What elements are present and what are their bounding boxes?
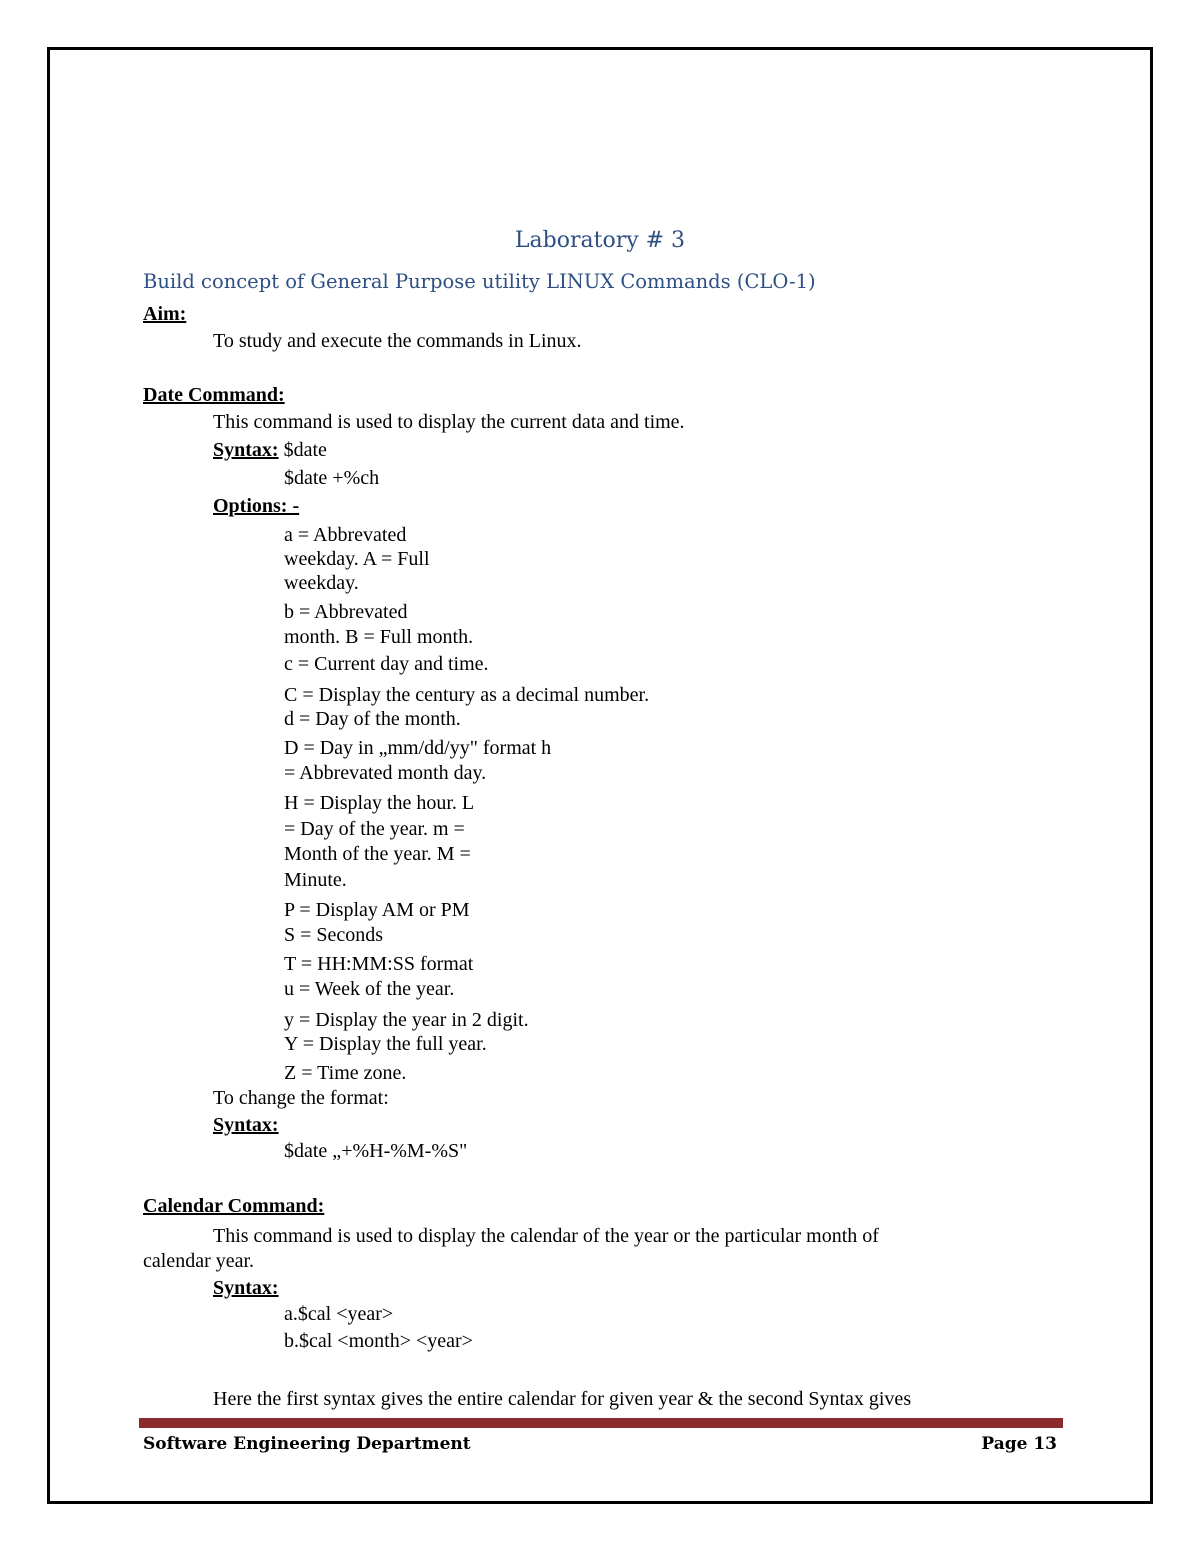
option-line: P = Display AM or PM: [284, 899, 470, 921]
change-format-text: To change the format:: [213, 1087, 389, 1109]
calendar-command-heading: Calendar Command:: [143, 1195, 325, 1217]
option-line: a = Abbrevated: [284, 524, 407, 546]
option-line: T = HH:MM:SS format: [284, 953, 474, 975]
option-line: Month of the year. M =: [284, 843, 471, 865]
option-line: = Abbrevated month day.: [284, 762, 487, 784]
option-line: y = Display the year in 2 digit.: [284, 1009, 529, 1031]
date-syntax-label: Syntax:: [213, 439, 279, 461]
option-line: d = Day of the month.: [284, 708, 461, 730]
option-line: D = Day in „mm/dd/yy" format h: [284, 737, 552, 759]
option-line: Y = Display the full year.: [284, 1033, 487, 1055]
option-line: u = Week of the year.: [284, 978, 455, 1000]
date-syntax-format: $date +%ch: [284, 467, 380, 489]
date-command-description: This command is used to display the current data and time.: [213, 411, 685, 433]
date-options-label: Options: -: [213, 495, 300, 517]
aim-text: To study and execute the commands in Linux.: [213, 330, 582, 352]
date-syntax2-value: $date „+%H-%M-%S": [284, 1140, 468, 1162]
calendar-description-line2: calendar year.: [143, 1250, 255, 1272]
option-line: = Day of the year. m =: [284, 818, 465, 840]
footer-bar: [139, 1418, 1063, 1428]
footer-department: Software Engineering Department: [143, 1434, 471, 1454]
calendar-syntax-b: b.$cal <month> <year>: [284, 1330, 473, 1352]
option-line: month. B = Full month.: [284, 626, 474, 648]
option-line: Minute.: [284, 869, 347, 891]
option-line: C = Display the century as a decimal number.: [284, 684, 650, 706]
option-line: weekday. A = Full: [284, 548, 430, 570]
option-line: H = Display the hour. L: [284, 792, 475, 814]
option-line: b = Abbrevated: [284, 601, 408, 623]
date-syntax-value: $date: [278, 439, 327, 461]
calendar-description-line1: This command is used to display the calendar of the year or the particular month of: [213, 1225, 879, 1247]
option-line: S = Seconds: [284, 924, 384, 946]
calendar-syntax-a: a.$cal <year>: [284, 1303, 394, 1325]
footer-page-number: Page 13: [981, 1434, 1057, 1454]
calendar-syntax-label: Syntax:: [213, 1277, 279, 1299]
aim-heading: Aim:: [143, 303, 187, 325]
calendar-note: Here the first syntax gives the entire calendar for given year & the second Syntax gives: [213, 1388, 912, 1410]
date-syntax2-label: Syntax:: [213, 1114, 279, 1136]
option-line: weekday.: [284, 572, 359, 594]
page-title: Laboratory # 3: [514, 228, 686, 253]
date-command-heading: Date Command:: [143, 384, 285, 406]
page-subtitle: Build concept of General Purpose utility LINUX Commands (CLO-1): [143, 270, 816, 293]
option-line: c = Current day and time.: [284, 653, 489, 675]
date-syntax-line: [213, 439, 327, 461]
option-line: Z = Time zone.: [284, 1062, 407, 1084]
